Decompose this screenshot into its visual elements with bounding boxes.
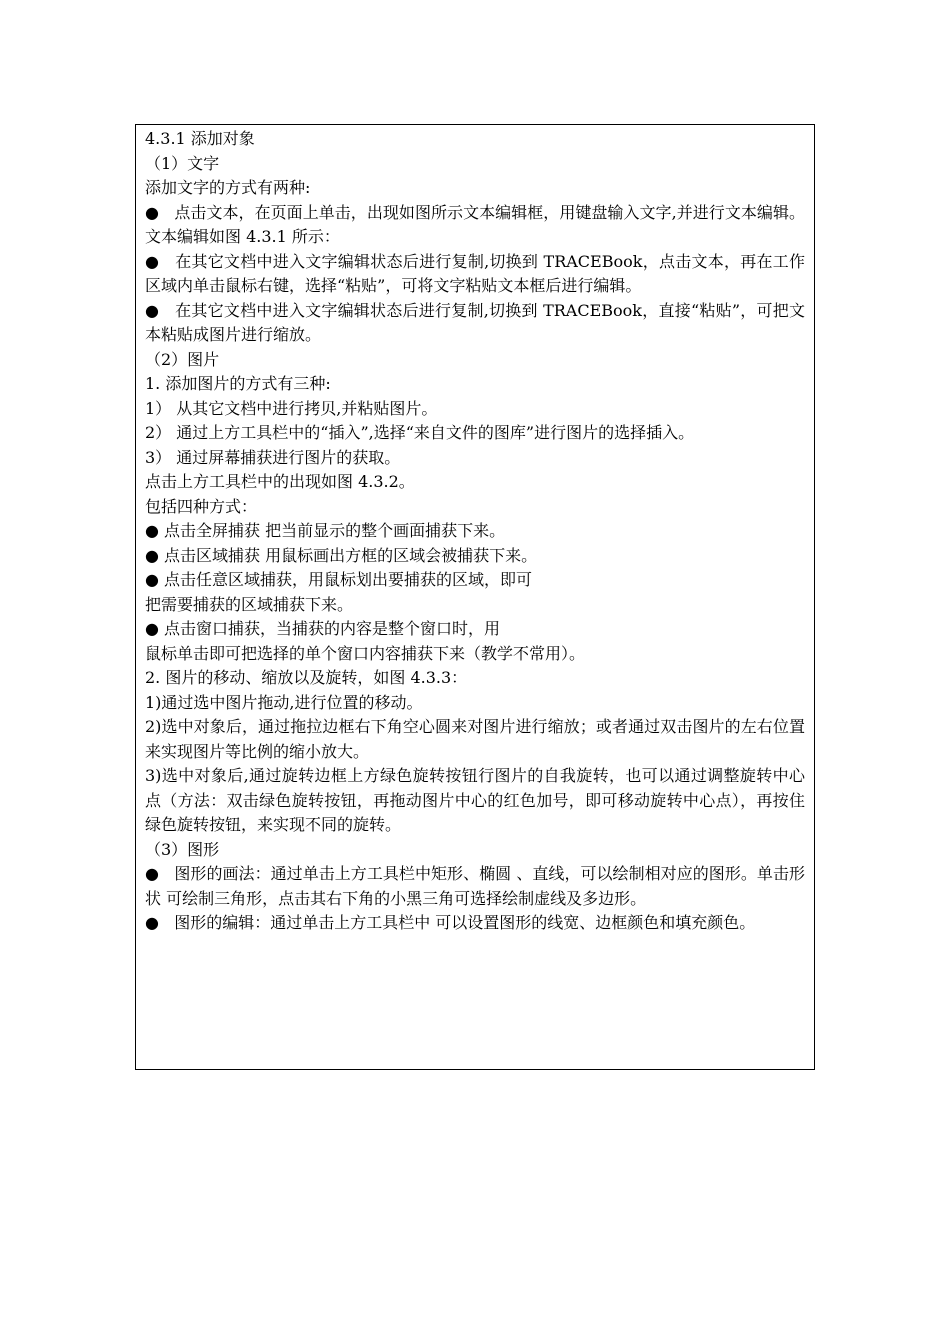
paragraph: 添加文字的方式有两种: [145,178,311,197]
paragraph: 把需要捕获的区域捕获下来。 [145,594,354,614]
bullet-item: ● 点击任意区域捕获，用鼠标划出要捕获的区域，即可 [145,570,533,589]
bullet-item: ● 图形的编辑：通过单击上方工具栏中 可以设置图形的线宽、边框颜色和填充颜色。 [145,913,756,932]
subsection-heading-shape: （3）图形 [145,839,220,859]
numbered-item: 2)选中对象后，通过拖拉边框右下角空心圆来对图片进行缩放；或者通过双击图片的左右位置来实现图片等比例的缩小放大。 [145,717,805,761]
numbered-item: 3） 通过屏幕捕获进行图片的获取。 [145,447,401,467]
paragraph: 包括四种方式： [145,496,258,516]
document-content-box [135,124,815,1070]
paragraph: 2. 图片的移动、缩放以及旋转，如图 4.3.3： [145,668,468,687]
numbered-item: 3)选中对象后,通过旋转边框上方绿色旋转按钮行图片的自我旋转，也可以通过调整旋转中心点（方法：双击绿色旋转按钮，再拖动图片中心的红色加号，即可移动旋转中心点），再按住绿色旋转按钮，来实现不同的旋转。 [145,766,805,834]
bullet-item: ● 点击文本，在页面上单击，出现如图所示文本编辑框，用键盘输入文字,并进行文本编辑。文本编辑如图 4.3.1 所示： [145,202,805,246]
paragraph: 鼠标单击即可把选择的单个窗口内容捕获下来（教学不常用）。 [145,643,586,663]
bullet-item: ● 图形的画法：通过单击上方工具栏中矩形、椭圆 、直线，可以绘制相对应的图形。单击形状 可绘制三角形，点击其右下角的小黑三角可选择绘制虚线及多边形。 [145,864,805,908]
bullet-item: ● 在其它文档中进入文字编辑状态后进行复制,切换到 TRACEBook，点击文本，再在工作区域内单击鼠标右键，选择“粘贴”，可将文字粘贴文本框后进行编辑。 [145,251,805,295]
subsection-heading-image: （2）图片 [145,349,220,369]
bullet-item: ● 在其它文档中进入文字编辑状态后进行复制,切换到 TRACEBook，直接“粘贴”，可把文本粘贴成图片进行缩放。 [145,300,805,344]
numbered-item: 2） 通过上方工具栏中的“插入”,选择“来自文件的图库”进行图片的选择插入。 [145,423,695,442]
paragraph: 1. 添加图片的方式有三种: [145,374,331,393]
numbered-item: 1)通过选中图片拖动,进行位置的移动。 [145,692,423,712]
bullet-item: ● 点击窗口捕获，当捕获的内容是整个窗口时，用 [145,619,501,638]
bullet-item: ● 点击区域捕获 用鼠标画出方框的区域会被捕获下来。 [145,545,538,565]
paragraph: 点击上方工具栏中的出现如图 4.3.2。 [145,472,415,491]
section-heading: 4.3.1 添加对象 [145,129,255,148]
subsection-heading-text: （1）文字 [145,153,220,173]
bullet-item: ● 点击全屏捕获 把当前显示的整个画面捕获下来。 [145,521,506,540]
numbered-item: 1） 从其它文档中进行拷贝,并粘贴图片。 [145,398,438,418]
